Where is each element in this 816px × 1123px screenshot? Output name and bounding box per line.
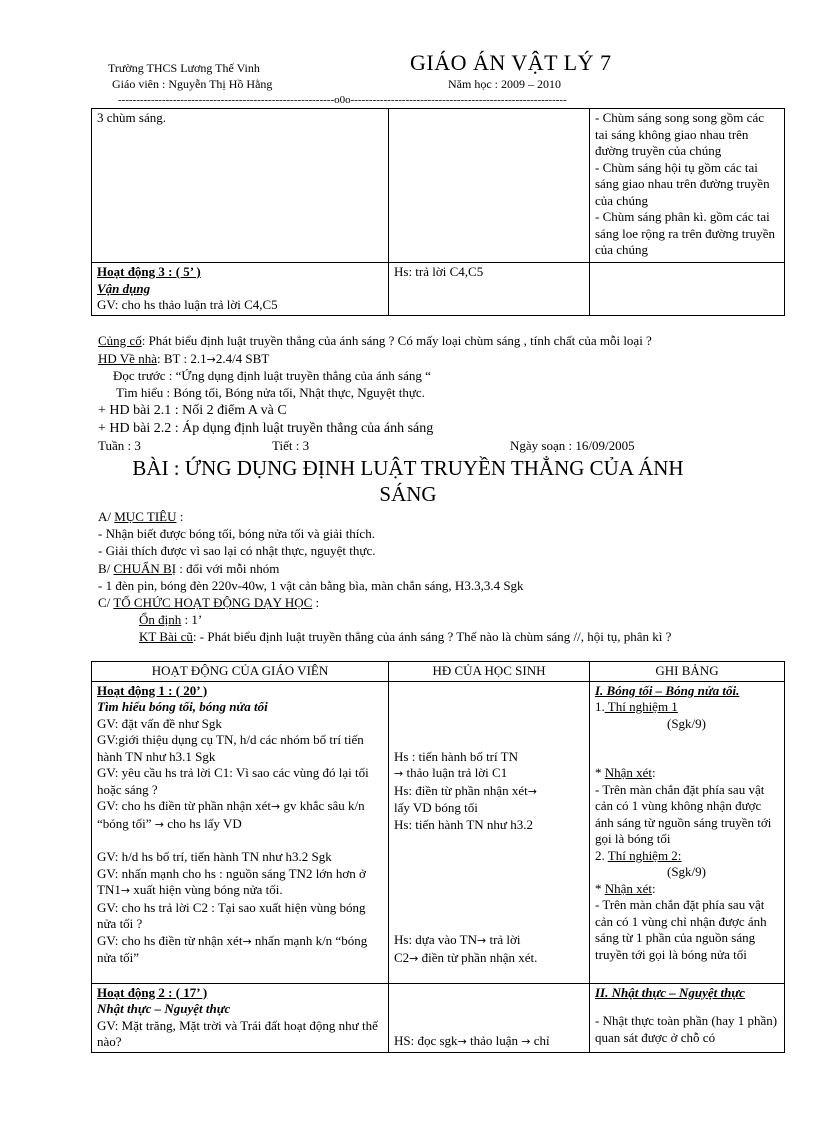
teacher-cell: Hoạt động 3 : ( 5’ ) Vận dụng GV: cho hs thảo luận trả lời C4,C5 [92,263,389,316]
arrow-icon: → [477,934,487,947]
page-title: GIÁO ÁN VẬT LÝ 7 [410,50,612,75]
lesson-title-2: SÁNG [379,482,437,506]
column-header: HOẠT ĐỘNG CỦA GIÁO VIÊN [92,662,389,682]
week: Tuần : 3 [98,438,141,453]
table-row [92,681,785,983]
teacher-name: Giáo viên : Nguyễn Thị Hồ Hằng [112,77,273,91]
section-a: A/ MỤC TIÊU : [98,509,184,524]
homework: HD Về nhà: BT : 2.1→2.4/4 SBT [98,351,270,366]
lesson-title-1: BÀI : ỨNG DỤNG ĐỊNH LUẬT TRUYỀN THẲNG CỦA ÁNH [132,456,684,480]
table-header-row [92,662,785,682]
table-row [92,263,785,316]
table-row [92,983,785,1052]
on-dinh: Ổn định : 1’ [139,612,203,627]
teacher-cell: 3 chùm sáng. [92,109,389,263]
activity-table-continued [91,108,785,316]
objective-2: - Giải thích được vì sao lại có nhật thực, nguyệt thực. [98,543,376,558]
arrow-icon: → [394,767,404,780]
board-cell [590,263,785,316]
period: Tiết : 3 [272,438,310,453]
board-cell: I. Bóng tối – Bóng nửa tối. 1. Thí nghiệm 1 (Sgk/9) * Nhận xét: - Trên màn chắn đặt phía sau vật cản có 1 vùng không nhận được ánh sáng từ nguồn sáng truyền tới gọi là bóng tối 2. Thí nghiệm 2: (Sgk/9) * Nhận xét: - Trên màn chắn đặt phía sau vật cản có 1 vùng chỉ nhận được ánh sáng từ 1 phần của nguồn sáng truyền tới gọi là bóng nửa tối [590,681,785,983]
arrow-icon: → [242,934,252,948]
arrow-icon: → [206,353,216,366]
column-header: HĐ CỦA HỌC SINH [389,662,590,682]
student-cell: Hs: trả lời C4,C5 [389,263,590,316]
arrow-icon: → [270,800,281,813]
teacher-cell: Hoạt động 2 : ( 17’ ) Nhật thực – Nguyệt thực GV: Mặt trăng, Mặt trời và Trái đất hoạt động như thế nào? [92,983,389,1052]
school-year: Năm học : 2009 – 2010 [448,77,561,91]
hint-2-2: + HD bài 2.2 : Áp dụng định luật truyền thẳng của ánh sáng [98,421,434,436]
student-cell [389,109,590,263]
cung-co: Củng cố: Phát biểu định luật truyền thẳng của ánh sáng ? Có mấy loại chùm sáng , tính chất của mỗi loại ? [98,333,652,348]
activity-table [91,661,785,1053]
materials: - 1 đèn pin, bóng đèn 220v-40w, 1 vật cản bằng bìa, màn chắn sáng, H3.3,3.4 Sgk [98,578,524,593]
column-header: GHI BẢNG [590,662,785,682]
arrow-icon: → [527,784,537,798]
arrow-icon: → [120,884,131,897]
read-ahead: Đọc trước : “Ứng dụng định luật truyền thẳng của ánh sáng “ [113,368,431,383]
objective-1: - Nhận biết được bóng tối, bóng nửa tối và giải thích. [98,526,375,541]
teacher-cell: Hoạt động 1 : ( 20’ ) Tìm hiểu bóng tối, bóng nửa tối GV: đặt vấn đề như Sgk GV:giới thiệu dụng cụ TN, h/d các nhóm bố trí tiến hành TN như h3.1 Sgk GV: yêu cầu hs trả lời C1: Vì sao các vùng đó lại tối hoặc sáng ? GV: cho hs điền từ phần nhận xét→ gv khắc sâu k/n “bóng tối” → cho hs lấy VD GV: h/d hs bố trí, tiến hành TN như h3.2 Sgk GV: nhấn mạnh cho hs : nguồn sáng TN2 lớn hơn ở TN1→ xuất hiện vùng bóng nửa tối. GV: cho hs trả lời C2 : Tại sao xuất hiện vùng bóng nửa tối ? GV: cho hs điền từ nhận xét→ nhấn mạnh k/n “bóng nửa tối” [92,681,389,983]
arrow-icon: → [409,951,419,965]
section-c: C/ TỔ CHỨC HOẠT ĐỘNG DẠY HỌC : [98,595,320,610]
prep-date: Ngày soạn : 16/09/2005 [510,438,635,453]
kt-bai-cu: KT Bài cũ: - Phát biểu định luật truyền thẳng của ánh sáng ? Thế nào là chùm sáng //, hội tụ, phân kì ? [139,629,672,644]
board-cell: II. Nhật thực – Nguyệt thực - Nhật thực toàn phần (hay 1 phần) quan sát được ở chỗ có [590,983,785,1052]
arrow-icon: → [154,817,164,831]
research: Tìm hiểu : Bóng tối, Bóng nửa tối, Nhật thực, Nguyệt thực. [116,385,425,400]
student-cell: Hs : tiến hành bố trí TN → thảo luận trả lời C1 Hs: điền từ phần nhận xét→ lấy VD bóng tối Hs: tiến hành TN như h3.2 Hs: dựa vào TN→ trả lời C2→ điền từ phần nhận xét. [389,681,590,983]
table-row [92,109,785,263]
board-cell: - Chùm sáng song song gồm các tai sáng không giao nhau trên đường truyền của chúng - Chùm sáng hội tụ gồm các tai sáng giao nhau trên đường truyền của chúng - Chùm sáng phân kì. gồm các tai sáng loe rộng ra trên đường truyền của chúng [590,109,785,263]
hint-2-1: + HD bài 2.1 : Nối 2 điểm A và C [98,403,287,418]
school-name: Trường THCS Lương Thế Vinh [108,61,260,75]
section-b: B/ CHUẨN BỊ : đối với mỗi nhóm [98,561,280,576]
arrow-icon: → [521,1034,531,1048]
arrow-icon: → [457,1034,467,1048]
student-cell: HS: đọc sgk→ thảo luận → chỉ [389,983,590,1052]
header-divider: -----------------------------------------------------------o0o----------------------------------------------------------- [118,94,567,106]
